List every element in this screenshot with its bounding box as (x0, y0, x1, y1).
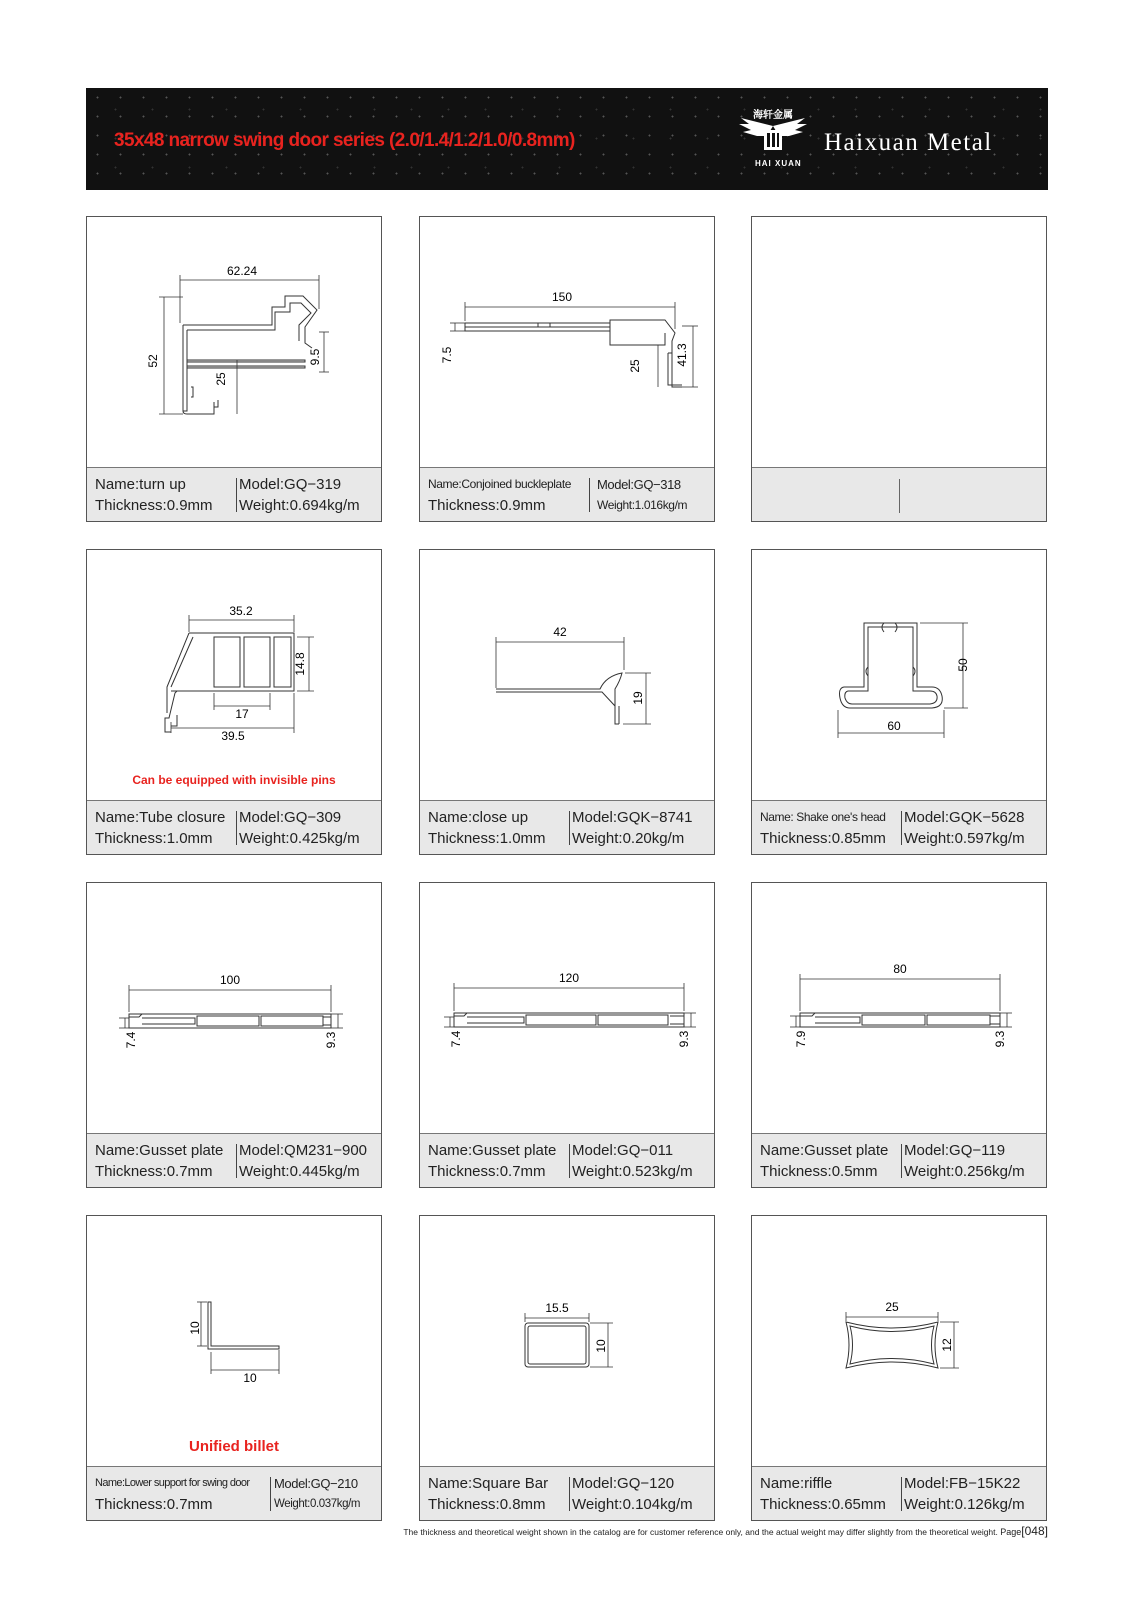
product-thickness: Thickness:0.7mm (95, 1163, 213, 1180)
dim-label: 7.4 (449, 1030, 463, 1048)
product-weight: Weight:0.037kg/m (274, 1498, 361, 1510)
profile-drawing (752, 550, 1046, 801)
divider (236, 478, 237, 512)
product-name: Name:riffle (760, 1475, 833, 1492)
profile-drawing (87, 550, 381, 801)
spec-footer (420, 1133, 714, 1187)
dim-label: 120 (558, 971, 580, 985)
product-name: Name:Square Bar (428, 1475, 549, 1492)
product-weight: Weight:0.694kg/m (239, 497, 360, 514)
dim-label: 15.5 (545, 1301, 569, 1315)
product-thickness: Thickness:0.9mm (95, 497, 213, 514)
product-thickness: Thickness:0.85mm (760, 830, 886, 847)
product-weight: Weight:0.126kg/m (904, 1496, 1025, 1513)
product-name: Name:Gusset plate (95, 1142, 224, 1159)
product-thickness: Thickness:0.8mm (428, 1496, 546, 1513)
product-name: Name: Shake one's head (760, 810, 886, 824)
product-weight: Weight:0.445kg/m (239, 1163, 360, 1180)
dim-label: 17 (235, 707, 249, 721)
dim-label: 25 (214, 372, 228, 386)
dim-label: 7.9 (794, 1030, 808, 1048)
product-card-fb-15k22 (751, 1215, 1047, 1521)
dim-label: 10 (594, 1339, 608, 1353)
profile-drawing (420, 1216, 714, 1467)
product-model: Model:GQK−5628 (904, 809, 1025, 826)
product-card-gqk-5628 (751, 549, 1047, 855)
product-card-gq-119 (751, 882, 1047, 1188)
divider (901, 811, 902, 845)
dim-label: 39.5 (221, 729, 245, 743)
brand-block (737, 104, 1022, 174)
product-model: Model:GQ−011 (572, 1142, 674, 1159)
product-name: Name:Gusset plate (760, 1142, 889, 1159)
profile-drawing (752, 883, 1046, 1134)
dim-label: 25 (628, 359, 642, 373)
profile-drawing (752, 1216, 1046, 1467)
profile-drawing (87, 883, 381, 1134)
brand-chinese-name: 海轩金属 (753, 110, 793, 121)
product-thickness: Thickness:1.0mm (95, 830, 213, 847)
dim-label: 9.5 (308, 348, 322, 366)
product-model: Model:GQ−210 (274, 1476, 358, 1491)
dim-label: 60 (887, 719, 901, 733)
series-title: 35x48 narrow swing door series (2.0/1.4/1.2/1.0/0.8mm) (114, 130, 575, 151)
product-card-gq-011 (419, 882, 715, 1188)
dim-label: 80 (893, 962, 907, 976)
product-weight: Weight:0.256kg/m (904, 1163, 1025, 1180)
product-card-gqk-8741 (419, 549, 715, 855)
note-invisible-pins: Can be equipped with invisible pins (132, 773, 336, 787)
spec-footer (87, 467, 381, 521)
spec-footer (87, 1466, 381, 1520)
brand-name: Haixuan Metal (824, 129, 993, 156)
note-unified-billet: Unified billet (189, 1438, 279, 1455)
dim-label: 9.3 (324, 1031, 338, 1049)
dim-label: 14.8 (293, 652, 307, 676)
dim-label: 52 (146, 354, 160, 368)
divider (589, 478, 590, 512)
profile-drawing (420, 550, 714, 801)
product-model: Model:QM231−900 (239, 1142, 367, 1159)
dim-label: 62.24 (226, 264, 258, 278)
product-weight: Weight:1.016kg/m (597, 498, 688, 512)
disclaimer-text: The thickness and theoretical weight shown in the catalog are for customer reference only, and the actual weight may differ slightly from the theoretical weight. (403, 1527, 998, 1537)
product-card-gq-210 (86, 1215, 382, 1521)
spec-footer (752, 800, 1046, 854)
page-label: Page (1000, 1527, 1022, 1537)
spec-footer (420, 1466, 714, 1520)
dim-label: 12 (940, 1338, 954, 1352)
profile-drawing (420, 217, 714, 468)
dim-label: 50 (956, 658, 970, 672)
profile-drawing (420, 883, 714, 1134)
product-name: Name:close up (428, 809, 529, 826)
dim-label: 100 (219, 973, 241, 987)
spec-footer (752, 467, 1046, 521)
product-card-gq-120 (419, 1215, 715, 1521)
product-name: Name:Tube closure (95, 809, 226, 826)
product-thickness: Thickness:0.7mm (95, 1496, 213, 1513)
dim-label: 9.3 (677, 1030, 691, 1048)
product-name: Name:Lower support for swing door (95, 1477, 250, 1489)
product-model: Model:GQ−319 (239, 476, 342, 493)
brand-pinyin: HAI XUAN (755, 159, 802, 168)
product-card-gq-318 (419, 216, 715, 522)
dim-label: 10 (188, 1321, 202, 1335)
product-weight: Weight:0.425kg/m (239, 830, 360, 847)
product-weight: Weight:0.104kg/m (572, 1496, 693, 1513)
product-model: Model:GQ−318 (597, 477, 681, 492)
product-name: Name:Gusset plate (428, 1142, 557, 1159)
spec-footer (87, 800, 381, 854)
product-thickness: Thickness:1.0mm (428, 830, 546, 847)
spec-footer (752, 1466, 1046, 1520)
dim-label: 10 (243, 1371, 257, 1385)
divider (236, 811, 237, 845)
product-card-gq-319 (86, 216, 382, 522)
product-thickness: Thickness:0.7mm (428, 1163, 546, 1180)
product-weight: Weight:0.523kg/m (572, 1163, 693, 1180)
divider (569, 811, 570, 845)
divider (899, 479, 900, 513)
dim-label: 150 (551, 290, 573, 304)
divider (901, 1144, 902, 1178)
divider (569, 1144, 570, 1178)
dim-label: 25 (885, 1300, 899, 1314)
dim-label: 9.3 (993, 1030, 1007, 1048)
product-model: Model:GQ−120 (572, 1475, 675, 1492)
dim-label: 7.4 (124, 1031, 138, 1049)
product-card-gq-309 (86, 549, 382, 855)
product-thickness: Thickness:0.9mm (428, 497, 546, 514)
product-card-empty (751, 216, 1047, 522)
divider (236, 1144, 237, 1178)
product-name: Name:turn up (95, 476, 186, 493)
product-thickness: Thickness:0.5mm (760, 1163, 878, 1180)
divider (270, 1477, 271, 1511)
spec-footer (752, 1133, 1046, 1187)
product-thickness: Thickness:0.65mm (760, 1496, 886, 1513)
dim-label: 35.2 (229, 604, 253, 618)
profile-drawing (87, 1216, 381, 1467)
dim-label: 41.3 (675, 343, 689, 367)
product-weight: Weight:0.20kg/m (572, 830, 685, 847)
header-banner (86, 88, 1048, 190)
dim-label: 42 (553, 625, 567, 639)
divider (569, 1477, 570, 1511)
spec-footer (87, 1133, 381, 1187)
brand-wings-icon (737, 116, 809, 160)
product-model: Model:FB−15K22 (904, 1475, 1021, 1492)
product-model: Model:GQ−309 (239, 809, 342, 826)
product-weight: Weight:0.597kg/m (904, 830, 1025, 847)
page-number: [048] (1021, 1524, 1048, 1538)
dim-label: 19 (631, 691, 645, 705)
disclaimer-footer (403, 1524, 1048, 1538)
profile-drawing (87, 217, 381, 468)
product-model: Model:GQ−119 (904, 1142, 1006, 1159)
divider (901, 1477, 902, 1511)
product-name: Name:Conjoined buckleplate (428, 477, 572, 491)
spec-footer (420, 800, 714, 854)
dim-label: 7.5 (440, 346, 454, 364)
product-card-qm231-900 (86, 882, 382, 1188)
spec-footer (420, 467, 714, 521)
product-model: Model:GQK−8741 (572, 809, 693, 826)
